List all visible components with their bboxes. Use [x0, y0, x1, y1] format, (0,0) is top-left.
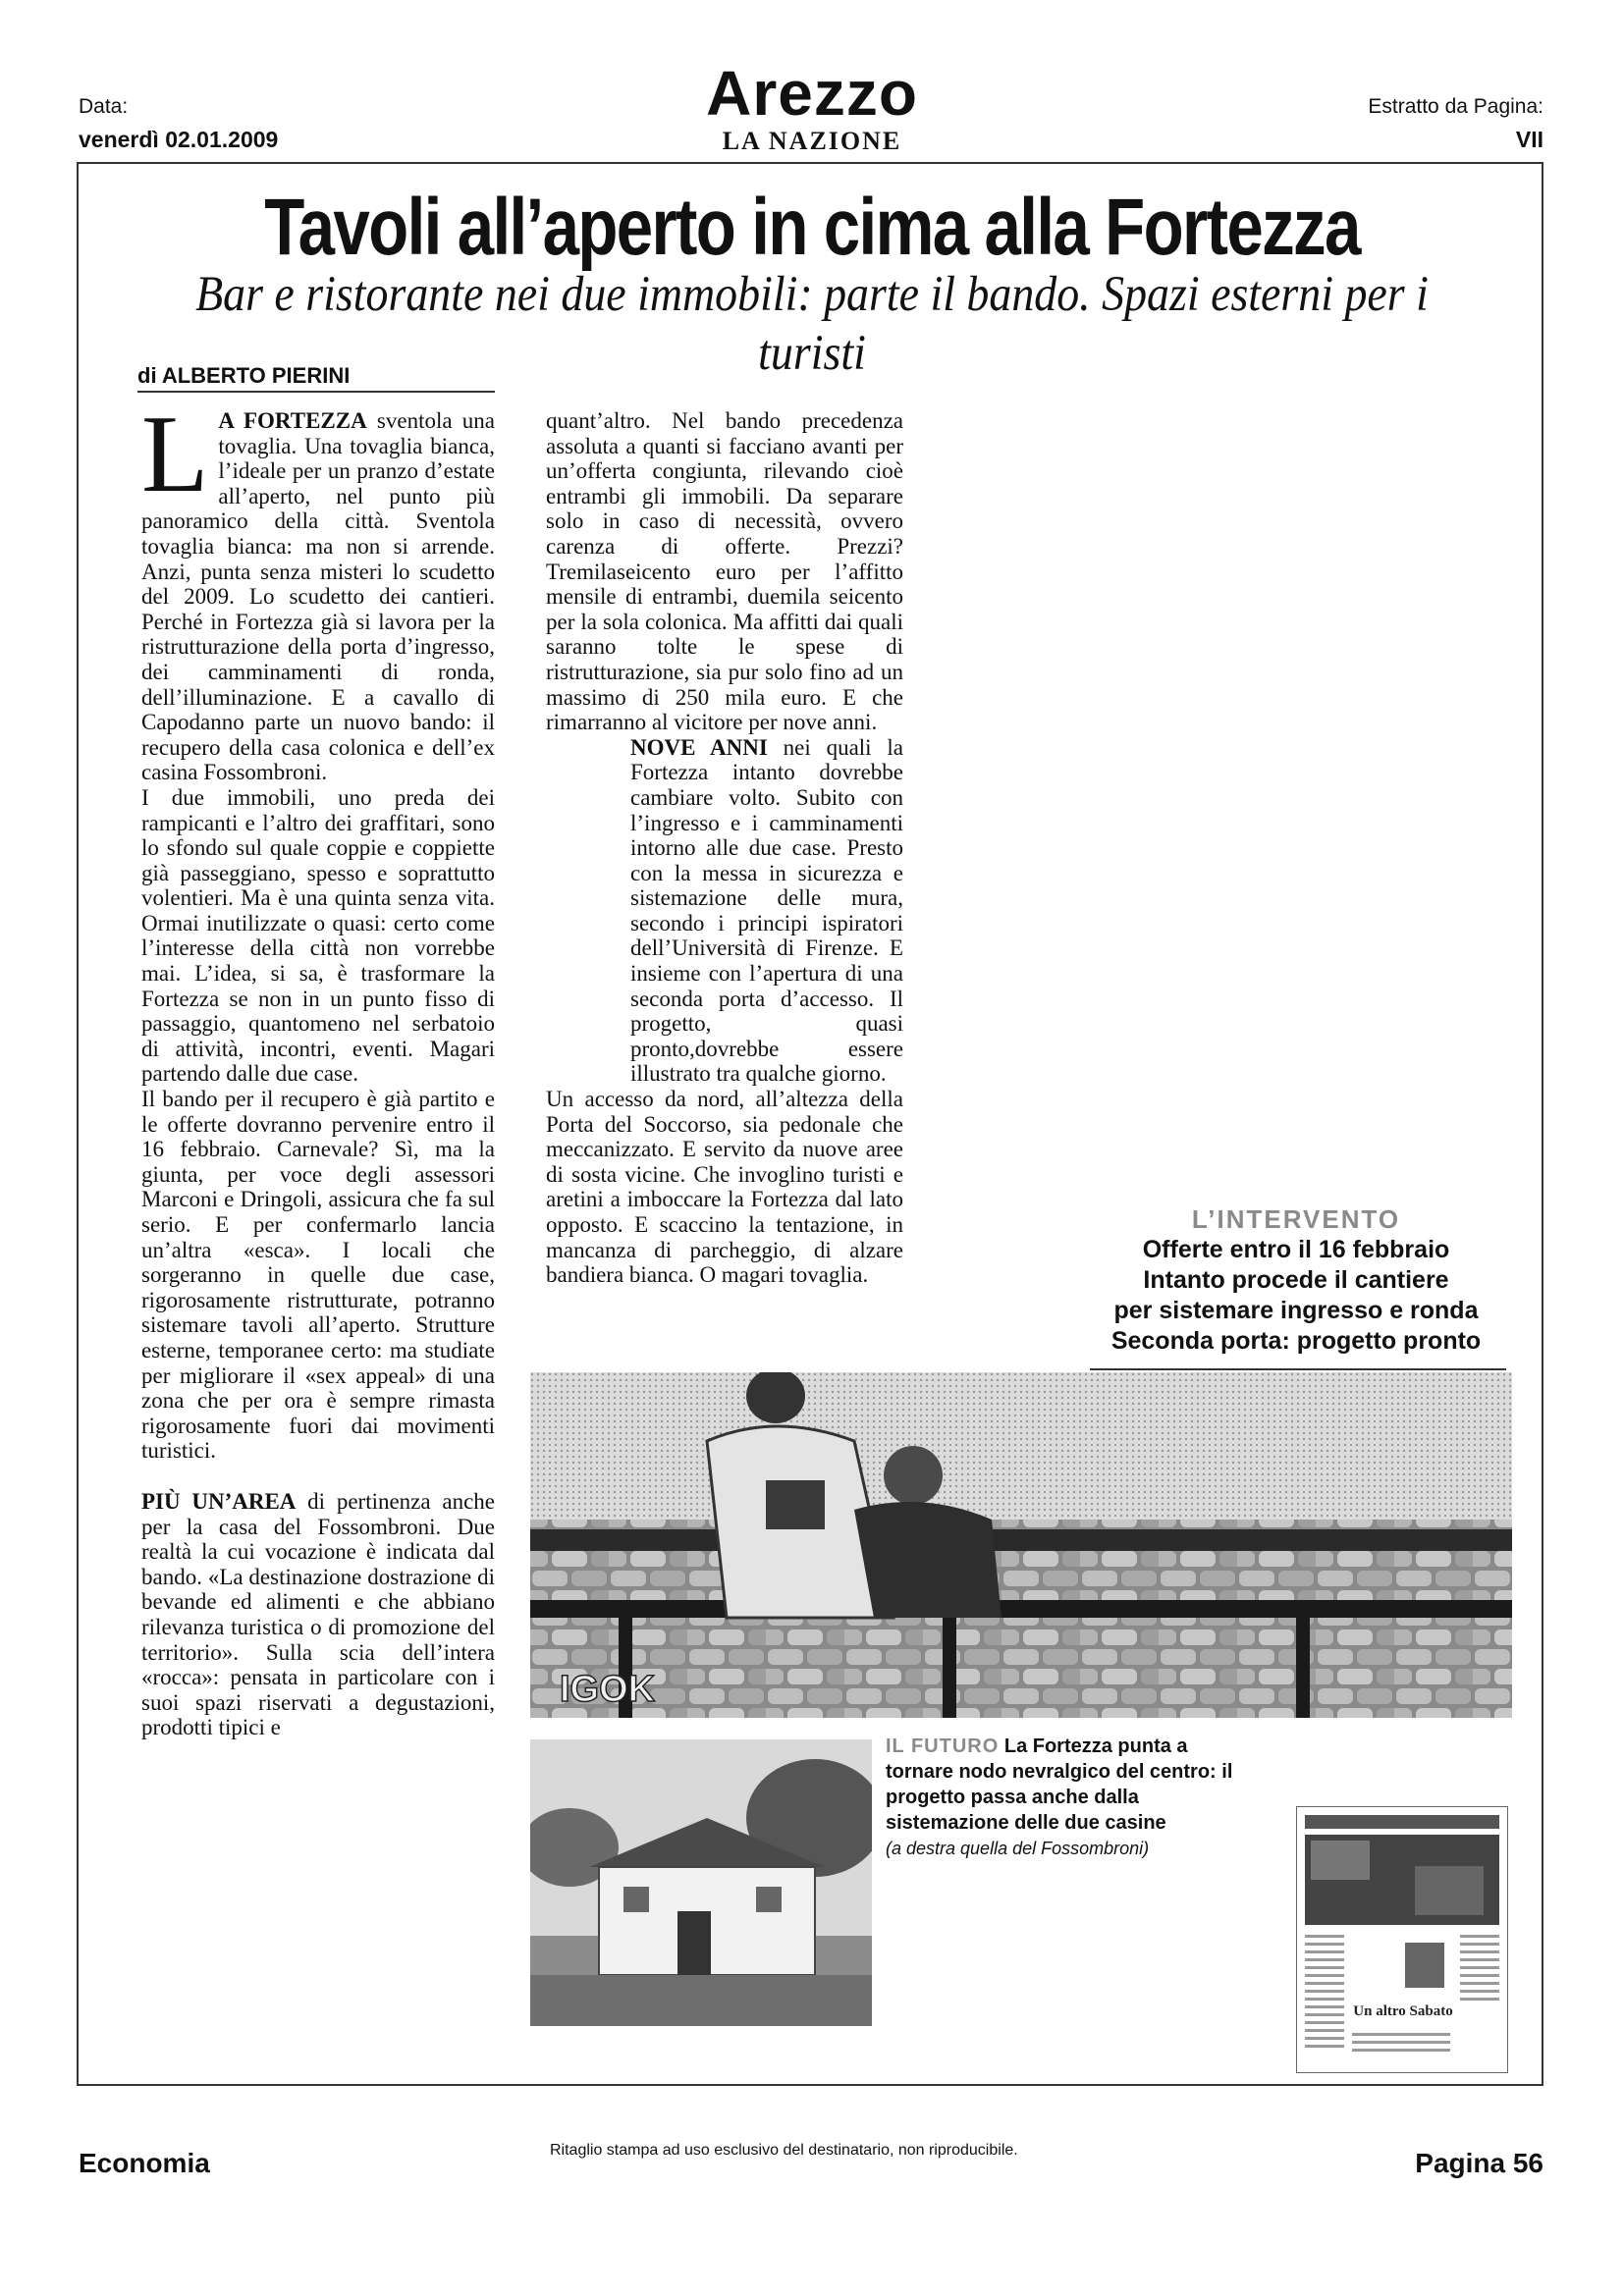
- paragraph: [546, 735, 903, 1087]
- sidebar-line: Seconda porta: progetto pronto: [1110, 1327, 1482, 1355]
- article-headline: Tavoli all’aperto in cima alla Fortezza: [264, 183, 1360, 272]
- paragraph: I due immobili, uno preda dei rampicanti e l’altro dei graffitari, sono lo sfondo sul quale coppie e coppiette già passeggiano, spesso e soprattutto volentieri. Ma è una quinta senza vita. Ormai inutilizzate o quasi: certo come l’interesse della città non vorrebbe mai. L’idea, si sa, è trasformare la Fortezza se non in un punto fisso di passaggio, quantomeno nel serbatoio di attività, incontri, eventi. Magari partendo dalle due case.: [141, 784, 495, 1087]
- paragraph: [141, 394, 495, 785]
- byline-rule: [137, 391, 495, 393]
- footer-page: Pagina 56: [1415, 2148, 1543, 2178]
- caption-sub: (a destra quella del Fossombroni): [886, 1839, 1150, 1858]
- paragraph-lead: NOVE ANNI: [630, 734, 768, 760]
- dropcap: L: [141, 394, 209, 515]
- paragraph-text: di pertinenza anche per la casa del Fossombroni. Due realtà la cui vocazione è indicata dal bando. «La destinazione dostrazione di bevande ed alimenti e che abbiano rilevanza turistica o di promozione del territorio». Sulla scia dell’intera «rocca»: pensata in particolare con i suoi spazi riservati a degustazioni, prodotti tipici e: [141, 1488, 495, 1740]
- paragraph-text: sventola una tovaglia. Una tovaglia bianca, l’ideale per un pranzo d’estate all’aperto, nel punto più panoramico della città. Sventola tovaglia bianca: ma non si arrende. Anzi, punta senza misteri lo scudetto del 2009. Lo scudetto dei cantieri. Perché in Fortezza già si lavora per la ristrutturazione della porta d’ingresso, dei camminamenti di ronda, dell’illuminazione. E a cavallo di Capodanno parte un nuovo bando: il recupero della casa colonica e dell’ex casina Fossombroni.: [141, 408, 495, 785]
- article-column-2: [546, 408, 903, 1288]
- paragraph: [141, 1489, 495, 1740]
- sidebar-box: [1090, 1203, 1502, 1357]
- sidebar-line: Offerte entro il 16 febbraio: [1142, 1236, 1450, 1263]
- article-subhead: Bar e ristorante nei due immobili: parte il bando. Spazi esterni per i turisti: [195, 267, 1429, 381]
- graffiti-text: IGOK: [560, 1669, 656, 1710]
- sidebar-line: per sistemare ingresso e ronda: [1113, 1297, 1479, 1324]
- main-photo: [530, 1372, 1512, 1718]
- date-label: Data:: [79, 95, 129, 118]
- masthead-paper: LA NAZIONE: [722, 127, 902, 155]
- sidebar-kicker: L’INTERVENTO: [1191, 1204, 1401, 1234]
- caption-tag: IL FUTURO: [886, 1735, 1000, 1757]
- paragraph: Un accesso da nord, all’altezza della Porta del Soccorso, sia pedonale che meccanizzato. E servito da nuove aree di sosta vicine. Che invoglino turisti e aretini a imboccare la Fortezza dal lato opposto. E scaccino la tentazione, in mancanza di parcheggio, di alzare bandiera bianca. O magari tovaglia.: [546, 1087, 903, 1288]
- footer-notice: Ritaglio stampa ad uso esclusivo del destinatario, non riproducibile.: [550, 2142, 1018, 2159]
- paragraph-text: nei quali la Fortezza intanto dovrebbe cambiare volto. Subito con l’ingresso e i camminamenti intorno alle due case. Presto con la messa in sicurezza e sistemazione delle mura, secondo i principi ispiratori dell’Università di Firenze. E insieme con l’apertura di una seconda porta d’accesso. Il progetto, quasi pronto,dovrebbe essere illustrato tra qualche giorno.: [630, 734, 904, 1087]
- footer-section: Economia: [79, 2148, 210, 2178]
- masthead: [589, 59, 1035, 155]
- date-value: venerdì 02.01.2009: [79, 127, 279, 152]
- sidebar-rule: [1090, 1368, 1506, 1370]
- caption-text: La Fortezza punta a tornare nodo nevralgico del centro: il progetto passa anche dalla sistemazione delle due casine: [886, 1735, 1233, 1834]
- paragraph: quant’altro. Nel bando precedenza assoluta a quanti si facciano avanti per un’offerta congiunta, rilevando cioè entrambi gli immobili. Da separare solo in caso di necessità, ovvero carenza di offerte. Prezzi? Tremilaseicento euro per l’affitto mensile di entrambi, duemila seicento per la sola colonica. Ma affitti dai quali saranno tolte le spese di ristrutturazione, sia pur solo fino ad un massimo di 250 mila euro. E che rimarranno al vicitore per nove anni.: [546, 408, 903, 735]
- byline: di ALBERTO PIERINI: [137, 363, 351, 388]
- page-thumbnail: [1296, 1806, 1508, 2073]
- sidebar-line: Intanto procede il cantiere: [1143, 1266, 1449, 1294]
- house-photo: [530, 1739, 872, 2026]
- extract-label: Estratto da Pagina:: [1368, 95, 1543, 118]
- paragraph: Il bando per il recupero è già partito e le offerte dovranno pervenire entro il 16 febbraio. Carnevale? Sì, ma la giunta, per voce degli assessori Marconi e Dringoli, assicura che fa sul serio. E per confermarlo lancia un’altra «esca». I locali che sorgeranno in quelle due case, rigorosamente ristrutturate, potranno sistemare tavoli all’aperto. Strutture esterne, temporanee certo: ma studiate per migliorare il «sex appeal» di una zona che per ora è sempre rimasta rigorosamente fuori dai movimenti turistici.: [141, 1087, 495, 1464]
- thumbnail-label: Un altro Sabato: [1353, 2003, 1453, 2019]
- paragraph-lead: PIÙ UN’AREA: [141, 1488, 297, 1514]
- masthead-city: Arezzo: [706, 58, 918, 129]
- extract-value: VII: [1515, 127, 1543, 152]
- article-column-1: [141, 394, 495, 1740]
- photo-caption: [886, 1734, 1249, 1861]
- paragraph-lead: A FORTEZZA: [218, 408, 367, 433]
